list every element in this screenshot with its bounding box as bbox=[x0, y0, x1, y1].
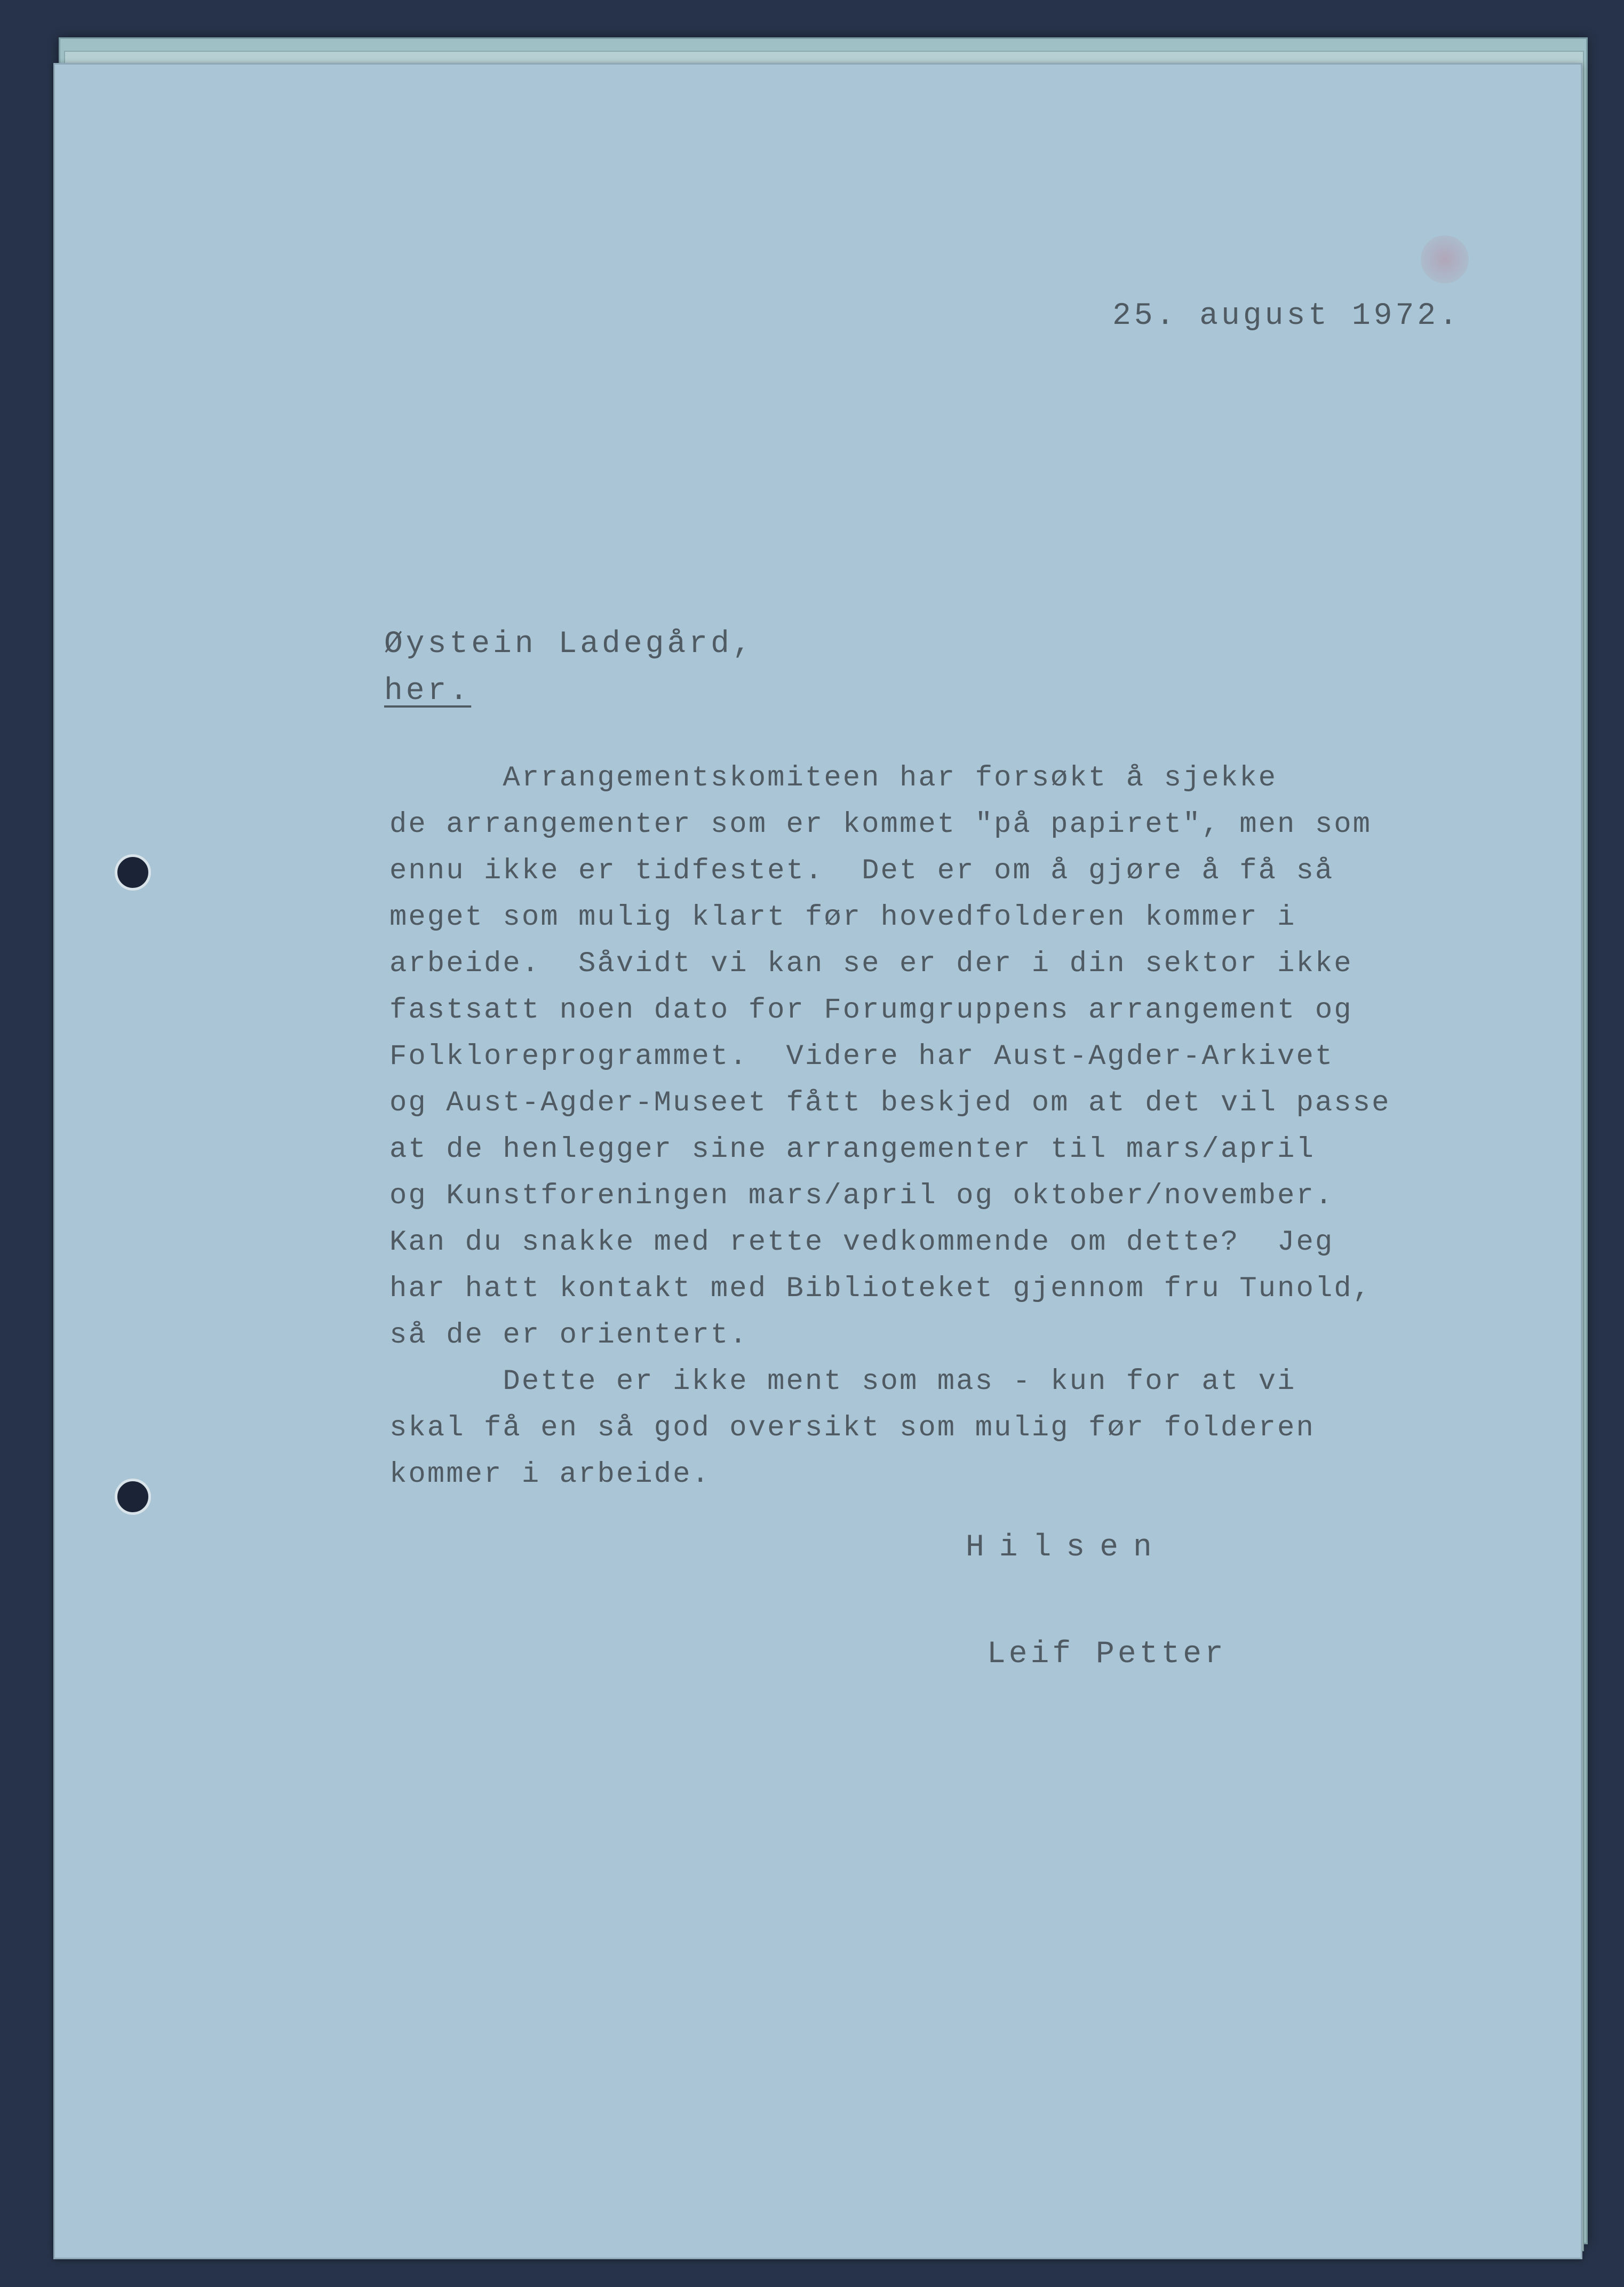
body-line: at de henlegger sine arrangementer til mars/april bbox=[389, 1133, 1315, 1166]
punch-hole-bottom bbox=[115, 1479, 151, 1515]
body-line: skal få en så god oversikt som mulig før folderen bbox=[389, 1412, 1315, 1444]
stain-mark bbox=[1421, 235, 1469, 283]
closing: Hilsen bbox=[966, 1530, 1167, 1565]
body-line: Folkloreprogrammet. Videre har Aust-Agder-Arkivet bbox=[389, 1041, 1334, 1073]
body-line: meget som mulig klart før hovedfolderen kommer i bbox=[389, 901, 1296, 934]
body-line: Arrangementskomiteen har forsøkt å sjekke bbox=[389, 762, 1278, 795]
body-line: ennu ikke er tidfestet. Det er om å gjøre å få så bbox=[389, 855, 1334, 887]
signature: Leif Petter bbox=[987, 1637, 1227, 1672]
body-line: fastsatt noen dato for Forumgruppens arrangement og bbox=[389, 994, 1353, 1027]
body-line: kommer i arbeide. bbox=[389, 1458, 711, 1491]
body-line: har hatt kontakt med Biblioteket gjennom fru Tunold, bbox=[389, 1273, 1372, 1305]
body-line: og Kunstforeningen mars/april og oktober/november. bbox=[389, 1180, 1334, 1212]
body-line: så de er orientert. bbox=[389, 1319, 749, 1352]
body-line: Kan du snakke med rette vedkommende om dette? Jeg bbox=[389, 1226, 1334, 1259]
recipient-location: her. bbox=[384, 674, 472, 709]
body-line: og Aust-Agder-Museet fått beskjed om at det vil passe bbox=[389, 1087, 1391, 1119]
recipient-name: Øystein Ladegård, bbox=[384, 627, 754, 662]
punch-hole-top bbox=[115, 854, 151, 891]
body-line: Dette er ikke ment som mas - kun for at vi bbox=[389, 1365, 1296, 1398]
letter-date: 25. august 1972. bbox=[1112, 299, 1461, 333]
body-line: de arrangementer som er kommet "på papiret", men som bbox=[389, 808, 1372, 841]
body-line: arbeide. Såvidt vi kan se er der i din sektor ikke bbox=[389, 948, 1353, 980]
